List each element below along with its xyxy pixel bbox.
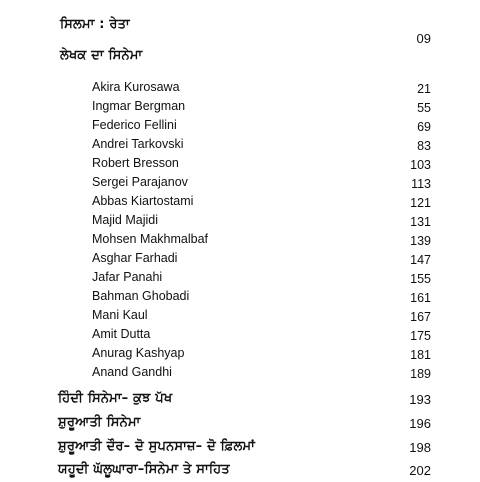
director-name: Majid Majidi [92, 213, 158, 227]
page-number: 139 [410, 234, 431, 248]
section-title: ਯਹੂਦੀ ਘੱਲੂਘਾਰਾ–ਸਿਨੇਮਾ ਤੇ ਸਾਹਿਤ [58, 462, 230, 477]
page-number: 196 [409, 416, 431, 431]
page-number: 55 [417, 101, 431, 115]
page-number: 181 [410, 348, 431, 362]
page-number: 193 [409, 392, 431, 407]
toc-row-section [0, 462, 480, 482]
page-number: 155 [410, 272, 431, 286]
page-number: 175 [410, 329, 431, 343]
director-name: Mohsen Makhmalbaf [92, 232, 209, 246]
toc-entry [0, 118, 480, 138]
page-number: 161 [410, 291, 431, 305]
director-name: Abbas Kiartostami [92, 194, 194, 208]
toc-entry [0, 232, 480, 252]
page-number: 167 [410, 310, 431, 324]
toc-entry [0, 327, 480, 347]
director-name: Bahman Ghobadi [92, 289, 190, 303]
toc-entry [0, 99, 480, 119]
section-title: ਸ਼ੁਰੂਆਤੀ ਦੌਰ– ਦੋ ਸੁਪਨਸਾਜ਼– ਦੋ ਫ਼ਿਲਮਾਂ [58, 439, 255, 454]
director-name: Asghar Farhadi [92, 251, 178, 265]
page-number: 21 [417, 82, 431, 96]
toc-entry [0, 175, 480, 195]
toc-row-first-section [0, 17, 480, 46]
page-number: 83 [417, 139, 431, 153]
toc-row-section [0, 439, 480, 459]
toc-entry [0, 156, 480, 176]
toc-entry [0, 365, 480, 385]
toc-entry [0, 194, 480, 214]
page-number: 131 [410, 215, 431, 229]
toc-entry [0, 137, 480, 157]
director-name: Andrei Tarkovski [92, 137, 184, 151]
section-title: ਸਿਲਮਾ : ਰੇਤਾ [60, 17, 130, 32]
toc-row-section [0, 391, 480, 411]
section-title: ਸ਼ੁਰੂਆਤੀ ਸਿਨੇਮਾ [58, 415, 141, 430]
director-name: Robert Bresson [92, 156, 179, 170]
page-number: 147 [410, 253, 431, 267]
toc-entry [0, 80, 480, 100]
section-title: ਹਿੰਦੀ ਸਿਨੇਮਾ– ਕੁਝ ਪੱਖ [58, 391, 173, 406]
director-name: Akira Kurosawa [92, 80, 180, 94]
page-number: 189 [410, 367, 431, 381]
toc-entry [0, 213, 480, 233]
page-number: 198 [409, 440, 431, 455]
page-number: 202 [409, 463, 431, 478]
toc-entry [0, 346, 480, 366]
director-name: Mani Kaul [92, 308, 148, 322]
director-name: Jafar Panahi [92, 270, 163, 284]
director-name: Amit Dutta [92, 327, 151, 341]
toc-row-director-heading [0, 48, 480, 68]
page-number: 103 [410, 158, 431, 172]
director-name: Anand Gandhi [92, 365, 172, 379]
director-name: Anurag Kashyap [92, 346, 185, 360]
director-name: Ingmar Bergman [92, 99, 186, 113]
section-title: ਲੇਖਕ ਦਾ ਸਿਨੇਮਾ [60, 48, 143, 63]
toc-entry [0, 308, 480, 328]
toc-entry [0, 289, 480, 309]
toc-row-section [0, 415, 480, 435]
page-number: 69 [417, 120, 431, 134]
toc-entry [0, 251, 480, 271]
page-number: 09 [416, 31, 431, 46]
page-number: 113 [411, 177, 431, 191]
toc-entry [0, 270, 480, 290]
director-name: Sergei Parajanov [92, 175, 188, 189]
director-name: Federico Fellini [92, 118, 177, 132]
page-number: 121 [410, 196, 431, 210]
